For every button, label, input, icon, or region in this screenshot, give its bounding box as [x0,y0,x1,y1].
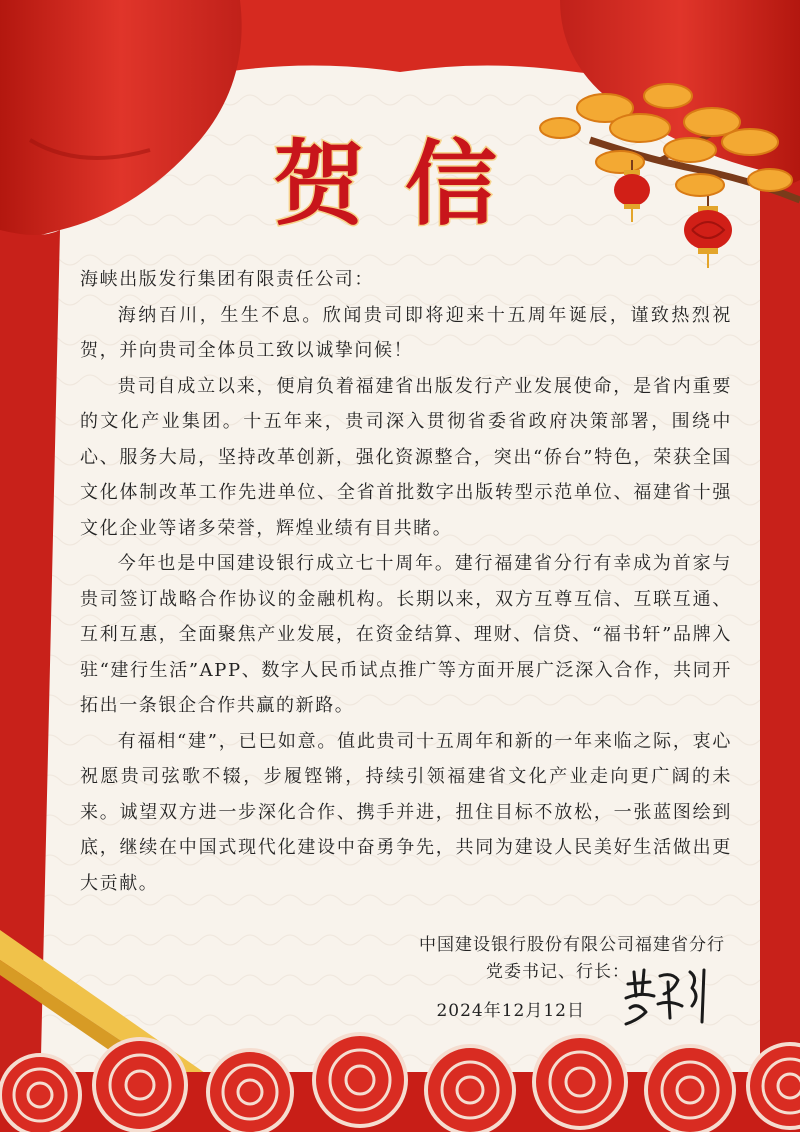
paragraph: 今年也是中国建设银行成立七十周年。建行福建省分行有幸成为首家与贵司签订战略合作协议的金融机构。长期以来，双方互尊互信、互联互通、互利互惠，全面聚焦产业发展，在资金结算、理财、信贷、“福书轩”品牌入驻“建行生活”APP、数字人民币试点推广等方面开展广泛深入合作，共同开拓出一条银企合作共赢的新路。 [80,553,732,716]
salutation: 海峡出版发行集团有限责任公司： [80,269,374,290]
paragraph: 海纳百川，生生不息。欣闻贵司即将迎来十五周年诞辰，谨致热烈祝贺，并向贵司全体员工致以诚挚问候！ [80,304,732,361]
paragraph: 有福相“建”，已巳如意。值此贵司十五周年和新的一年来临之际，衷心祝愿贵司弦歌不辍，步履铿锵，持续引领福建省文化产业走向更广阔的未来。诚望双方进一步深化合作、携手并进，扭住目标不放松，一张蓝图绘到底，继续在中国式现代化建设中奋勇争先，共同为建设人民美好生活做出更大贡献。 [80,730,732,894]
signing-date: 2024年12月12日 [436,1001,585,1021]
letter-body [80,262,732,901]
page-title: 贺信 [272,130,538,238]
paragraph: 贵司自成立以来，便肩负着福建省出版发行产业发展使命，是省内重要的文化产业集团。十五年来，贵司深入贯彻省委省政府决策部署，围绕中心、服务大局，坚持改革创新，强化资源整合，突出“侨台”特色，荣获全国文化体制改革工作先进单位、全省首批数字出版转型示范单位、福建省十强文化企业等诸多荣誉，辉煌业绩有目共睹。 [80,375,732,539]
signer-title: 党委书记、行长： [486,962,630,982]
signing-organization: 中国建设银行股份有限公司福建省分行 [419,935,725,955]
handwritten-signature-icon [620,962,720,1032]
letter-title [260,128,550,238]
